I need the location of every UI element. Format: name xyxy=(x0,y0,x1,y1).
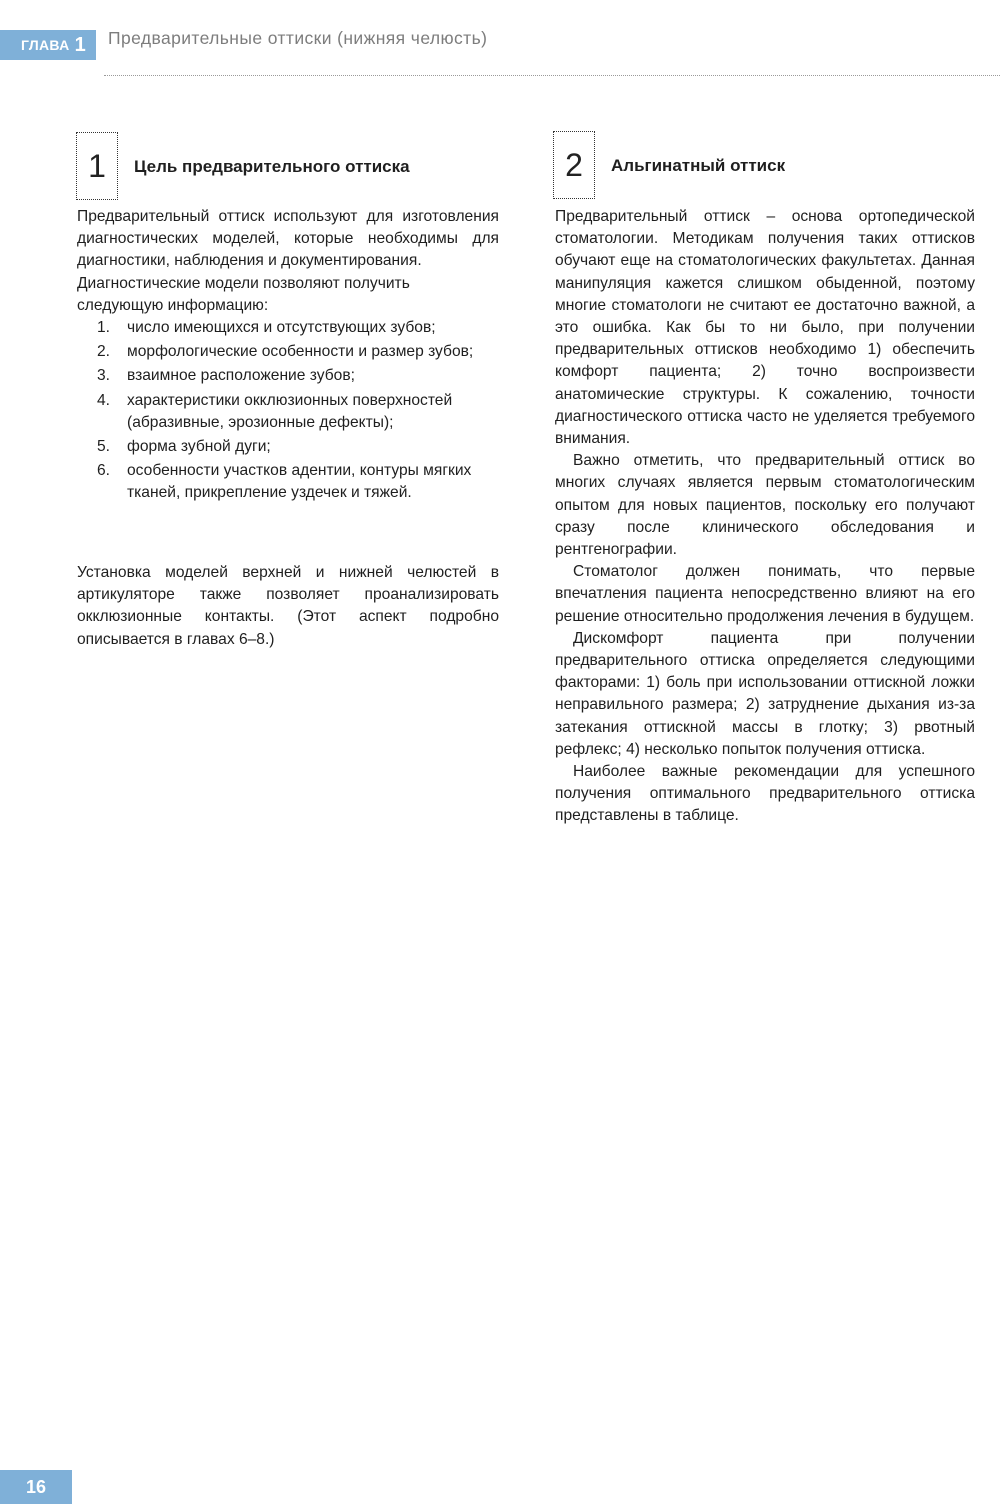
chapter-label: ГЛАВА xyxy=(21,37,70,53)
section-2-title: Альгинатный оттиск xyxy=(611,156,786,175)
list-item-number: 6. xyxy=(97,462,111,480)
list-item xyxy=(77,365,499,387)
feature-list xyxy=(77,317,499,505)
section-2-paragraph: Наиболее важные рекомендации для успешного получения оптимального предварительного оттиска представлены в таблице. xyxy=(555,763,975,825)
section-1-lead: Диагностические модели позволяют получить следующую информацию: xyxy=(77,274,410,314)
list-item-number: 3. xyxy=(97,367,111,385)
section-2-paragraph: Предварительный оттиск – основа ортопедической стоматологии. Методикам получения таких оттисков обучают еще на стоматологических факультетах. Данная манипуляция кажется слишком обыденной, поэтому многие стоматологи не считают ее достаточно важной, а это ошибка. Как бы то ни было, при получении предварительных оттисков необходимо 1) обеспечить комфорт пациента; 2) точно воспроизвести анатомические структуры. К сожалению, точности диагностического оттиска часто не уделяется требуемого внимания. xyxy=(555,208,975,448)
list-item-text: число имеющихся и отсутствующих зубов; xyxy=(127,319,436,337)
list-item xyxy=(77,436,499,458)
list-item xyxy=(77,341,499,363)
list-item-number: 5. xyxy=(97,438,111,456)
list-item xyxy=(77,460,499,504)
chapter-badge xyxy=(0,30,96,60)
list-item-text: морфологические особенности и размер зубов; xyxy=(127,343,474,361)
list-item-text: характеристики окклюзионных поверхностей (абразивные, эрозионные дефекты); xyxy=(127,391,453,431)
list-item-number: 2. xyxy=(97,343,111,361)
section-2-body xyxy=(555,206,975,828)
list-item-text: форма зубной дуги; xyxy=(127,438,271,456)
list-item-number: 4. xyxy=(97,391,111,409)
page-number: 16 xyxy=(0,1470,72,1504)
chapter-number: 1 xyxy=(74,33,86,56)
section-1-closing: Установка моделей верхней и нижней челюстей в артикуляторе также позволяет проанализировать окклюзионные контакты. (Этот аспект подробно описывается в главах 6–8.) xyxy=(77,564,499,648)
section-2-number-box xyxy=(553,131,595,199)
section-2-paragraph: Дискомфорт пациента при получении предварительного оттиска определяется следующими факторами: 1) боль при использовании оттискной ложки неправильного размера; 2) затруднение дыхания из-за затекания оттискной массы в глотку; 3) рвотный рефлекс; 4) несколько попыток получения оттиска. xyxy=(555,629,975,758)
header-divider xyxy=(104,75,1000,76)
list-item-text: взаимное расположение зубов; xyxy=(127,367,355,385)
list-item xyxy=(77,390,499,434)
list-item xyxy=(77,317,499,339)
list-item-text: особенности участков адентии, контуры мягких тканей, прикрепление уздечек и тяжей. xyxy=(127,462,472,502)
section-1-number-box xyxy=(76,132,118,200)
section-1-title: Цель предварительного оттиска xyxy=(134,157,410,176)
section-1-intro: Предварительный оттиск используют для изготовления диагностических моделей, которые необходимы для диагностики, наблюдения и документирования. xyxy=(77,208,499,270)
section-2-paragraph: Важно отметить, что предварительный оттиск во многих случаях является первым стоматологическим опытом для новых пациентов, поскольку его получают сразу после клинического обследования и рентгенографии. xyxy=(555,452,975,559)
section-2-paragraph: Стоматолог должен понимать, что первые впечатления пациента непосредственно влияют на его решение относительно продолжения лечения в будущем. xyxy=(555,563,975,625)
section-1-body xyxy=(77,206,499,507)
running-title: Предварительные оттиски (нижняя челюсть) xyxy=(108,28,488,48)
section-2-number: 2 xyxy=(565,146,583,183)
section-1-number: 1 xyxy=(88,147,106,184)
list-item-number: 1. xyxy=(97,319,111,337)
